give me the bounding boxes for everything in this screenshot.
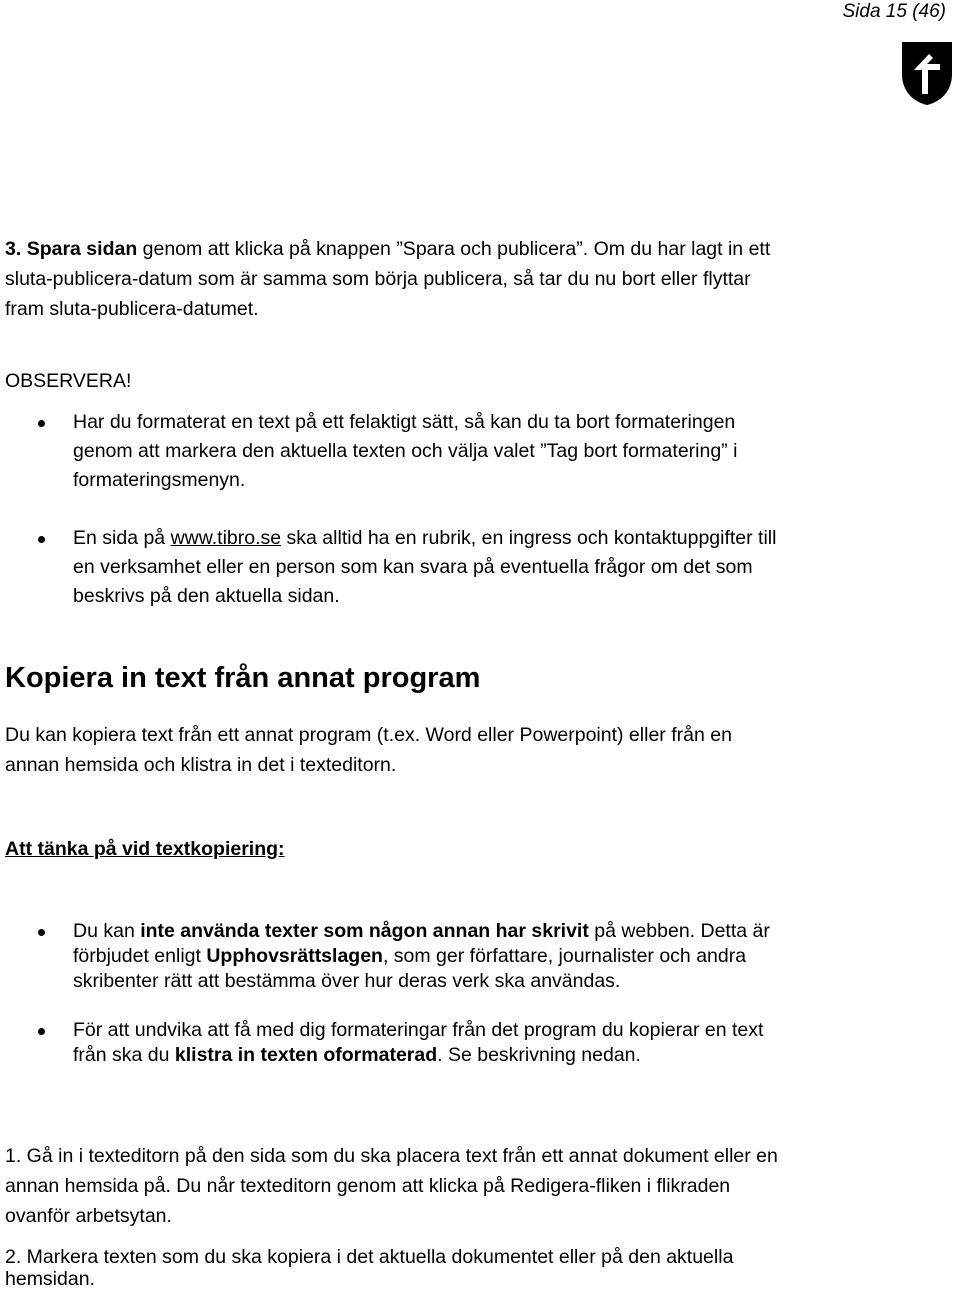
section-intro-line2: annan hemsida och klistra in det i texteditorn. — [5, 754, 397, 776]
section-intro-line1: Du kan kopiera text från ett annat program (t.ex. Word eller Powerpoint) eller från en — [5, 724, 732, 746]
bullet-dot-icon — [38, 1028, 45, 1035]
tips-bullet1-line3: skribenter rätt att bestämma över hur deras verk ska användas. — [73, 970, 621, 992]
bullet-dot-icon — [38, 536, 45, 543]
step3-number: 3. — [5, 238, 22, 260]
observera-bullet2-line2: en verksamhet eller en person som kan svara på eventuella frågor om det som — [73, 556, 753, 578]
section-heading: Kopiera in text från annat program — [5, 662, 481, 694]
observera-bullet2-line1 — [73, 524, 873, 553]
bullet-dot-icon — [38, 420, 45, 427]
step3-line3: fram sluta-publicera-datumet. — [5, 298, 259, 320]
step2-line1: 2. Markera texten som du ska kopiera i det aktuella dokumentet eller på den aktuella — [5, 1246, 734, 1268]
step3-line2: sluta-publicera-datum som är samma som börja publicera, så tar du nu bort eller flyttar — [5, 268, 751, 290]
observera-bullet1-line1: Har du formaterat en text på ett felaktigt sätt, så kan du ta bort formateringen — [73, 411, 736, 433]
step1-line2: annan hemsida på. Du når texteditorn genom att klicka på Redigera-fliken i flikraden — [5, 1175, 731, 1197]
tips-b2-l2-bold: klistra in texten oformaterad — [174, 1044, 438, 1066]
observera-bullet1-line2: genom att markera den aktuella texten och välja valet ”Tag bort formatering” i — [73, 440, 738, 462]
observera-label: OBSERVERA! — [5, 370, 132, 392]
tips-b2-l2-post: . Se beskrivning nedan. — [437, 1044, 641, 1066]
tips-b1-post: på webben. Detta är — [588, 920, 770, 942]
observera-bullet-2 — [5, 524, 905, 614]
municipal-shield-icon — [900, 40, 954, 106]
tips-b2-l2-pre: från ska du — [73, 1044, 175, 1066]
step3-bold: Spara sidan — [26, 238, 138, 260]
tibro-link[interactable]: www.tibro.se — [170, 527, 282, 549]
tips-bullet-1 — [5, 917, 905, 1007]
step1-line1: 1. Gå in i texteditorn på den sida som du ska placera text från ett annat dokument eller en — [5, 1145, 778, 1167]
tips-b1-bold: inte använda texter som någon annan har skrivit — [140, 920, 589, 942]
bullet2-rest: ska alltid ha en rubrik, en ingress och kontaktuppgifter till — [281, 527, 777, 549]
tips-bullet-2 — [5, 1016, 905, 1076]
tips-b1-l2-bold: Upphovsrättslagen — [206, 945, 383, 967]
tips-b1-l2-pre: förbjudet enligt — [73, 945, 207, 967]
observera-bullet2-line3: beskrivs på den aktuella sidan. — [73, 585, 340, 607]
step1-line3: ovanför arbetsytan. — [5, 1205, 172, 1227]
observera-bullet1-line3: formateringsmenyn. — [73, 469, 246, 491]
step2-line2: hemsidan. — [5, 1268, 95, 1290]
step3-line1 — [5, 234, 770, 264]
bullet-dot-icon — [38, 929, 45, 936]
page-number: Sida 15 (46) — [842, 1, 946, 22]
observera-bullet-1 — [5, 408, 905, 498]
tips-b1-pre: Du kan — [73, 920, 141, 942]
step3-rest: genom att klicka på knappen ”Spara och publicera”. Om du har lagt in ett — [137, 238, 771, 260]
tips-bullet2-line2 — [73, 1041, 873, 1070]
bullet2-prefix: En sida på — [73, 527, 171, 549]
tips-heading: Att tänka på vid textkopiering: — [5, 838, 285, 860]
tips-b1-l2-post: , som ger författare, journalister och andra — [382, 945, 747, 967]
tips-bullet2-line1: För att undvika att få med dig formateringar från det program du kopierar en text — [73, 1019, 764, 1041]
